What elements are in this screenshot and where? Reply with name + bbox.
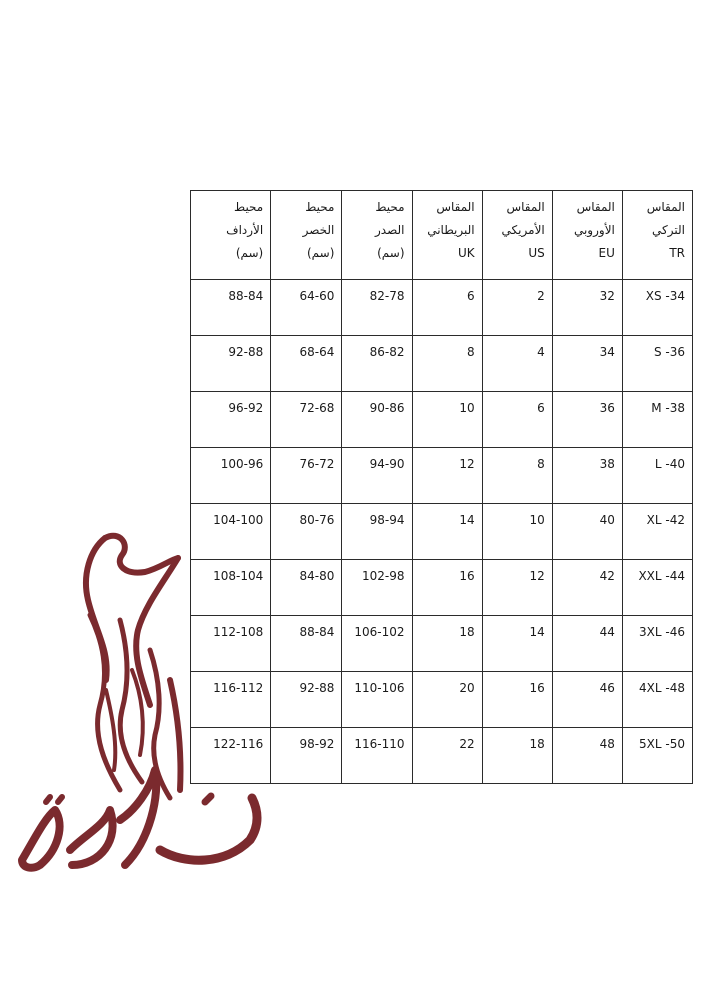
- table-cell: [552, 392, 622, 448]
- table-cell: [191, 392, 271, 448]
- cell-value: 80-76: [299, 513, 335, 527]
- table-cell: [342, 616, 412, 672]
- header-line: البريطاني: [427, 223, 475, 237]
- table-cell: [552, 560, 622, 616]
- table-cell: [412, 616, 482, 672]
- cell-value: L -40: [654, 457, 685, 471]
- table-cell: [622, 616, 692, 672]
- table-cell: [342, 448, 412, 504]
- header-line: المقاس: [576, 200, 615, 214]
- table-body: [191, 280, 693, 784]
- table-cell: [412, 280, 482, 336]
- table-row: [191, 616, 693, 672]
- table-cell: [271, 448, 342, 504]
- cell-value: 92-88: [299, 681, 335, 695]
- table-cell: [342, 672, 412, 728]
- header-eu-size: [552, 191, 622, 280]
- table-row: [191, 672, 693, 728]
- cell-value: 8: [537, 457, 545, 471]
- table-cell: [191, 560, 271, 616]
- cell-value: 82-78: [369, 289, 405, 303]
- table-cell: [552, 504, 622, 560]
- table-row: [191, 392, 693, 448]
- cell-value: 98-92: [299, 737, 335, 751]
- cell-value: 116-110: [354, 737, 405, 751]
- header-line: EU: [598, 246, 615, 260]
- cell-value: 32: [599, 289, 615, 303]
- table-cell: [271, 280, 342, 336]
- cell-value: 6: [537, 401, 545, 415]
- table-row: [191, 280, 693, 336]
- table-cell: [342, 728, 412, 784]
- table-cell: [342, 280, 412, 336]
- cell-value: XL -42: [646, 513, 685, 527]
- cell-value: XS -34: [645, 289, 685, 303]
- header-line: الأوروبي: [573, 223, 615, 237]
- table-cell: [622, 280, 692, 336]
- table-cell: [482, 336, 552, 392]
- cell-value: 94-90: [369, 457, 405, 471]
- cell-value: XXL -44: [638, 569, 685, 583]
- cell-value: 16: [459, 569, 475, 583]
- table-cell: [622, 504, 692, 560]
- cell-value: 20: [459, 681, 475, 695]
- table-cell: [342, 504, 412, 560]
- cell-value: M -38: [651, 401, 685, 415]
- cell-value: 2: [537, 289, 545, 303]
- cell-value: 12: [459, 457, 475, 471]
- header-line: محيط: [234, 200, 264, 214]
- table-cell: [622, 728, 692, 784]
- table-cell: [622, 448, 692, 504]
- cell-value: 16: [529, 681, 545, 695]
- table-cell: [412, 560, 482, 616]
- table-row: [191, 504, 693, 560]
- cell-value: 100-96: [220, 457, 264, 471]
- table-cell: [191, 504, 271, 560]
- header-line: الخصر: [302, 223, 335, 237]
- table-cell: [271, 616, 342, 672]
- cell-value: 14: [529, 625, 545, 639]
- table-cell: [482, 448, 552, 504]
- cell-value: 84-80: [299, 569, 335, 583]
- header-line: محيط: [375, 200, 405, 214]
- cell-value: 104-100: [213, 513, 264, 527]
- cell-value: 112-108: [213, 625, 264, 639]
- cell-value: 10: [529, 513, 545, 527]
- table-cell: [552, 728, 622, 784]
- table-cell: [191, 616, 271, 672]
- cell-value: 122-116: [213, 737, 264, 751]
- cell-value: 64-60: [299, 289, 335, 303]
- table-row: [191, 728, 693, 784]
- table-cell: [482, 504, 552, 560]
- table-cell: [622, 560, 692, 616]
- table-cell: [342, 392, 412, 448]
- table-cell: [412, 504, 482, 560]
- table-cell: [271, 336, 342, 392]
- cell-value: 86-82: [369, 345, 405, 359]
- table-cell: [191, 448, 271, 504]
- cell-value: 36: [599, 401, 615, 415]
- table-cell: [191, 728, 271, 784]
- cell-value: 88-84: [299, 625, 335, 639]
- header-line: المقاس: [436, 200, 475, 214]
- table-cell: [271, 504, 342, 560]
- header-waist: [271, 191, 342, 280]
- cell-value: 4XL -48: [639, 681, 685, 695]
- cell-value: 108-104: [213, 569, 264, 583]
- table-cell: [622, 672, 692, 728]
- table-cell: [412, 728, 482, 784]
- cell-value: 106-102: [354, 625, 405, 639]
- header-line: (سم): [306, 246, 335, 260]
- cell-value: S -36: [653, 345, 685, 359]
- cell-value: 102-98: [361, 569, 405, 583]
- cell-value: 34: [599, 345, 615, 359]
- header-line: المقاس: [506, 200, 545, 214]
- cell-value: 72-68: [299, 401, 335, 415]
- cell-value: 12: [529, 569, 545, 583]
- cell-value: 18: [459, 625, 475, 639]
- cell-value: 4: [537, 345, 545, 359]
- table-cell: [271, 392, 342, 448]
- table-cell: [482, 560, 552, 616]
- table-cell: [342, 336, 412, 392]
- header-line: UK: [457, 246, 475, 260]
- table-cell: [552, 616, 622, 672]
- header-line: US: [528, 246, 545, 260]
- header-line: المقاس: [646, 200, 685, 214]
- table-cell: [552, 672, 622, 728]
- table-cell: [552, 280, 622, 336]
- header-tr-size: [622, 191, 692, 280]
- table-cell: [552, 448, 622, 504]
- cell-value: 110-106: [354, 681, 405, 695]
- cell-value: 10: [459, 401, 475, 415]
- cell-value: 68-64: [299, 345, 335, 359]
- table-cell: [271, 560, 342, 616]
- table-cell: [482, 392, 552, 448]
- cell-value: 98-94: [369, 513, 405, 527]
- table-cell: [482, 672, 552, 728]
- header-bust: [342, 191, 412, 280]
- cell-value: 38: [599, 457, 615, 471]
- table-cell: [412, 392, 482, 448]
- table-row: [191, 448, 693, 504]
- header-line: الأرداف: [226, 223, 264, 237]
- header-line: التركي: [652, 223, 685, 237]
- header-line: (سم): [377, 246, 405, 260]
- cell-value: 92-88: [228, 345, 264, 359]
- table-cell: [412, 336, 482, 392]
- table-cell: [482, 280, 552, 336]
- table-cell: [191, 336, 271, 392]
- header-row: [191, 191, 693, 280]
- cell-value: 14: [459, 513, 475, 527]
- table-cell: [482, 728, 552, 784]
- cell-value: 5XL -50: [639, 737, 685, 751]
- cell-value: 40: [599, 513, 615, 527]
- cell-value: 90-86: [369, 401, 405, 415]
- header-uk-size: [412, 191, 482, 280]
- header-line: الأمريكي: [501, 223, 545, 237]
- table-cell: [271, 672, 342, 728]
- table-cell: [482, 616, 552, 672]
- cell-value: 8: [466, 345, 475, 359]
- cell-value: 88-84: [228, 289, 264, 303]
- table-cell: [271, 728, 342, 784]
- header-line: TR: [669, 246, 685, 260]
- header-line: (سم): [235, 246, 264, 260]
- cell-value: 116-112: [213, 681, 264, 695]
- cell-value: 46: [599, 681, 615, 695]
- table-cell: [191, 672, 271, 728]
- header-line: الصدر: [375, 223, 405, 237]
- cell-value: 96-92: [228, 401, 264, 415]
- cell-value: 48: [599, 737, 615, 751]
- header-hips: [191, 191, 271, 280]
- table-cell: [191, 280, 271, 336]
- table-cell: [342, 560, 412, 616]
- table-row: [191, 336, 693, 392]
- cell-value: 44: [599, 625, 615, 639]
- size-chart-table: [190, 190, 693, 784]
- header-line: محيط: [305, 200, 335, 214]
- cell-value: 22: [459, 737, 475, 751]
- cell-value: 18: [529, 737, 545, 751]
- table-row: [191, 560, 693, 616]
- cell-value: 6: [466, 289, 475, 303]
- table-cell: [622, 336, 692, 392]
- table-cell: [412, 672, 482, 728]
- header-us-size: [482, 191, 552, 280]
- table-cell: [412, 448, 482, 504]
- cell-value: 42: [599, 569, 615, 583]
- table-cell: [622, 392, 692, 448]
- cell-value: 3XL -46: [639, 625, 685, 639]
- cell-value: 76-72: [299, 457, 335, 471]
- table-cell: [552, 336, 622, 392]
